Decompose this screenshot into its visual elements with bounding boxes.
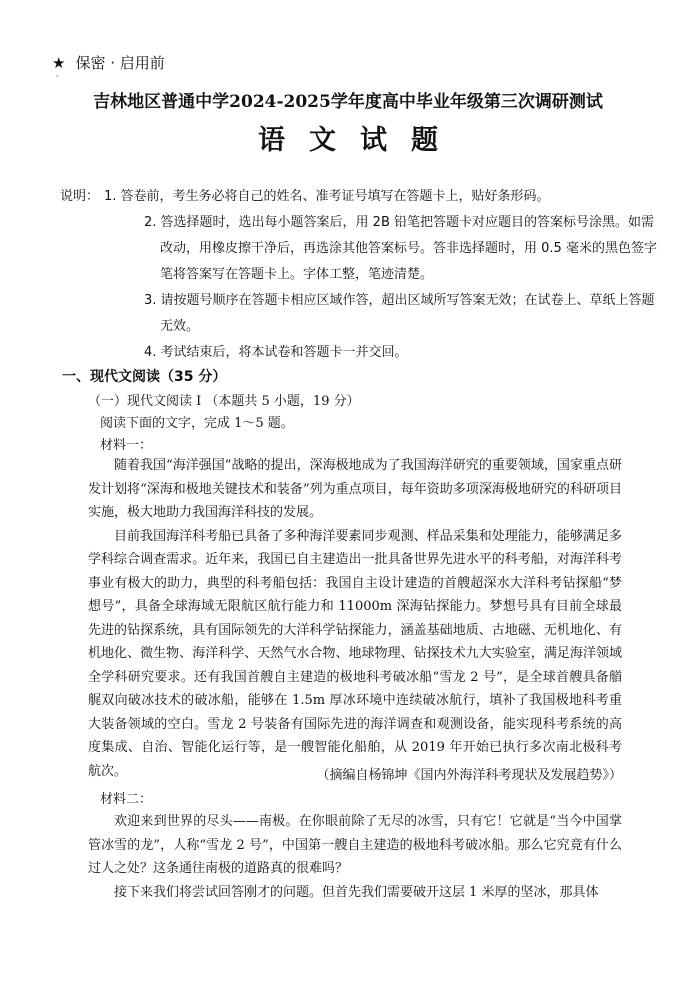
paragraph: 接下来我们将尝试回答刚才的问题。但首先我们需要破开这层 1 米厚的坚冰，那具体 [114,884,599,900]
material-two-body [88,810,622,904]
source-citation: （摘编自杨锦坤《国内外海洋科考现状及发展趋势》） [316,768,622,783]
instruction-text: 4. 考试结束后，将本试卷和答题卡一并交回。 [144,345,408,360]
instruction-item [104,288,664,340]
dot-mark: · [56,72,59,81]
material-two-label: 材料二： [100,792,153,807]
instruction-item [104,340,664,366]
instruction-text: 2. 答选择题时，选出每小题答案后，用 2B 铅笔把答题卡对应题目的答案标号涂黑。如需改动，用橡皮擦干净后，再选涂其他答案标号。答非选择题时，用 0.5 毫米的黑色签字笔将答案写在答题卡上。字体工整，笔迹清楚。 [144,215,657,282]
exam-subject-title: 语文试题 [258,125,462,156]
material-one-label: 材料一： [100,438,153,453]
instruction-item [60,184,664,210]
paragraph: 欢迎来到世界的尽头——南极。在你眼前除了无尽的冰雪，只有它！它就是“当今中国掌管冰雪的龙”，人称“雪龙 2 号”，中国第一艘自主建造的极地科考破冰船。那么它究竟有什么过人之处？这条通往南极的道路真的很难吗？ [88,814,622,876]
paragraph: 随着我国“海洋强国”战略的提出，深海极地成为了我国海洋研究的重要领域，国家重点研发计划将“深海和极地关键技术和装备”列为重点项目，每年资助多项深海极地研究的科研项目实施，极大地助力我国海洋科技的发展。 [88,458,622,520]
confidential-text: 保密 · 启用前 [75,54,165,72]
star-icon: ★ [52,54,66,72]
subsection-heading: （一）现代文阅读 I （本题共 5 小题，19 分） [88,394,360,409]
paragraph: 目前我国海洋科考船已具备了多种海洋要素同步观测、样品采集和处理能力，能够满足多学科综合调查需求。近年来，我国已自主建造出一批具备世界先进水平的科考船，对海洋科考事业有极大的助力，典型的科考船包括：我国自主设计建造的首艘超深水大洋科考钻探船“梦想号”，具备全球海域无限航区航行能力和 11000m 深海钻探能力。梦想号具有目前全球最先进的钻探系统，具有国际领先的大洋科学钻探能力，涵盖基础地质、古地磁、无机地化、有机地化、微生物、海洋科学、天然气水合物、地球物理、钻探技术九大实验室，满足海洋领域全学科研究要求。还有我国首艘自主建造的极地科考破冰船“雪龙 2 号”，是全球首艘具备艏艉双向破冰技术的破冰船，能够在 1.5m 厚冰环境中连续破冰航行，填补了我国极地科考重大装备领域的空白。雪龙 2 号装备有国际先进的海洋调查和观测设备，能实现科考系统的高度集成、自治、智能化运行等，是一艘智能化船舶，从 2019 年开始已执行多次南北极科考航次。 [88,528,622,779]
instruction-item [104,210,664,288]
material-one-body [88,454,622,783]
reading-prompt: 阅读下面的文字，完成 1～5 题。 [100,416,294,431]
section-heading: 一、现代文阅读（35 分） [62,369,227,385]
instructions [60,184,664,366]
instruction-text: 1. 答卷前，考生务必将自己的姓名、准考证号填写在答题卡上，贴好条形码。 [104,189,550,204]
confidential-mark [52,52,165,73]
instructions-label: 说明： [60,189,100,204]
instruction-text: 3. 请按题号顺序在答题卡相应区域作答，超出区域所写答案无效；在试卷上、草纸上答题无效。 [144,293,655,334]
exam-school-title: 吉林地区普通中学2024-2025学年度高中毕业年级第三次调研测试 [93,92,603,112]
